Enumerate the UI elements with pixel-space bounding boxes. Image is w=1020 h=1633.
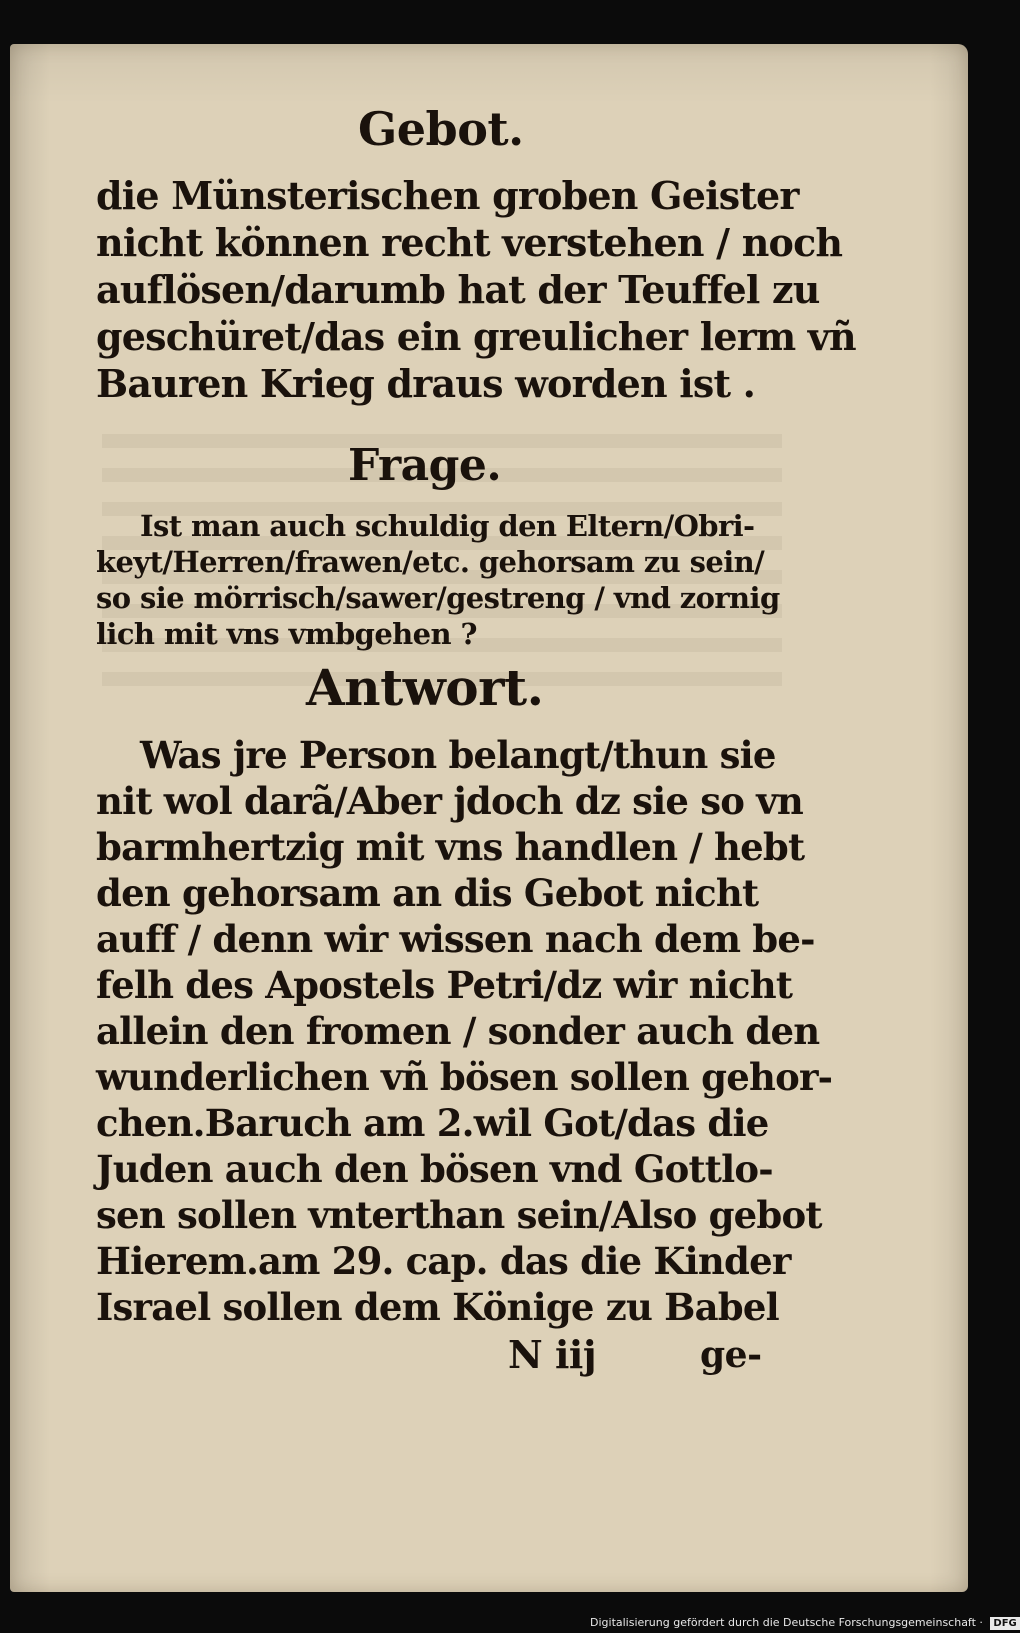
text-line: allein den fromen / sonder auch den <box>96 1009 820 1053</box>
text-line: die Münsterischen groben Geister <box>96 173 799 218</box>
text-line: den gehorsam an dis Gebot nicht <box>96 871 759 915</box>
signature-mark: N iij <box>508 1332 597 1377</box>
paragraph-1 <box>96 172 856 407</box>
text-line: auff / denn wir wissen nach dem be- <box>96 917 815 961</box>
text-line: so sie mörrisch/sawer/gestreng / vnd zornig <box>96 581 780 615</box>
digitization-footer <box>590 1616 1020 1630</box>
antwort-text <box>96 732 833 1330</box>
text-line: lich mit vns vmbgehen ? <box>96 617 477 651</box>
text-line: Juden auch den bösen vnd Gottlo- <box>96 1147 773 1191</box>
text-line: Bauren Krieg draus worden ist . <box>96 361 756 406</box>
text-line: Hierem.am 29. cap. das die Kinder <box>96 1239 791 1283</box>
running-head: Gebot. <box>358 102 524 156</box>
text-line: Was jre Person belangt/thun sie <box>140 733 776 777</box>
book-page <box>10 44 968 1592</box>
text-line: felh des Apostels Petri/dz wir nicht <box>96 963 793 1007</box>
text-line: keyt/Herren/frawen/etc. gehorsam zu sein/ <box>96 545 765 579</box>
text-line: geschüret/das ein greulicher lerm vñ <box>96 314 856 359</box>
text-line: nicht können recht verstehen / noch <box>96 220 843 265</box>
dfg-logo: DFG <box>990 1617 1019 1630</box>
text-line: wunderlichen vñ bösen sollen gehor- <box>96 1055 833 1099</box>
text-line: Israel sollen dem Könige zu Babel <box>96 1285 779 1329</box>
antwort-heading: Antwort. <box>306 658 544 717</box>
frage-heading: Frage. <box>348 440 502 491</box>
frage-text <box>96 508 796 652</box>
text-line: auflösen/darumb hat der Teuffel zu <box>96 267 820 312</box>
text-line: Ist man auch schuldig den Eltern/Obri- <box>140 509 755 543</box>
text-line: nit wol darã/Aber jdoch dz sie so vn <box>96 779 804 823</box>
text-line: chen.Baruch am 2.wil Got/das die <box>96 1101 769 1145</box>
footer-text: Digitalisierung gefördert durch die Deutsche Forschungsgemeinschaft · <box>590 1616 983 1629</box>
text-line: sen sollen vnterthan sein/Also gebot <box>96 1193 822 1237</box>
catchword: ge- <box>700 1334 762 1376</box>
text-line: barmhertzig mit vns handlen / hebt <box>96 825 805 869</box>
